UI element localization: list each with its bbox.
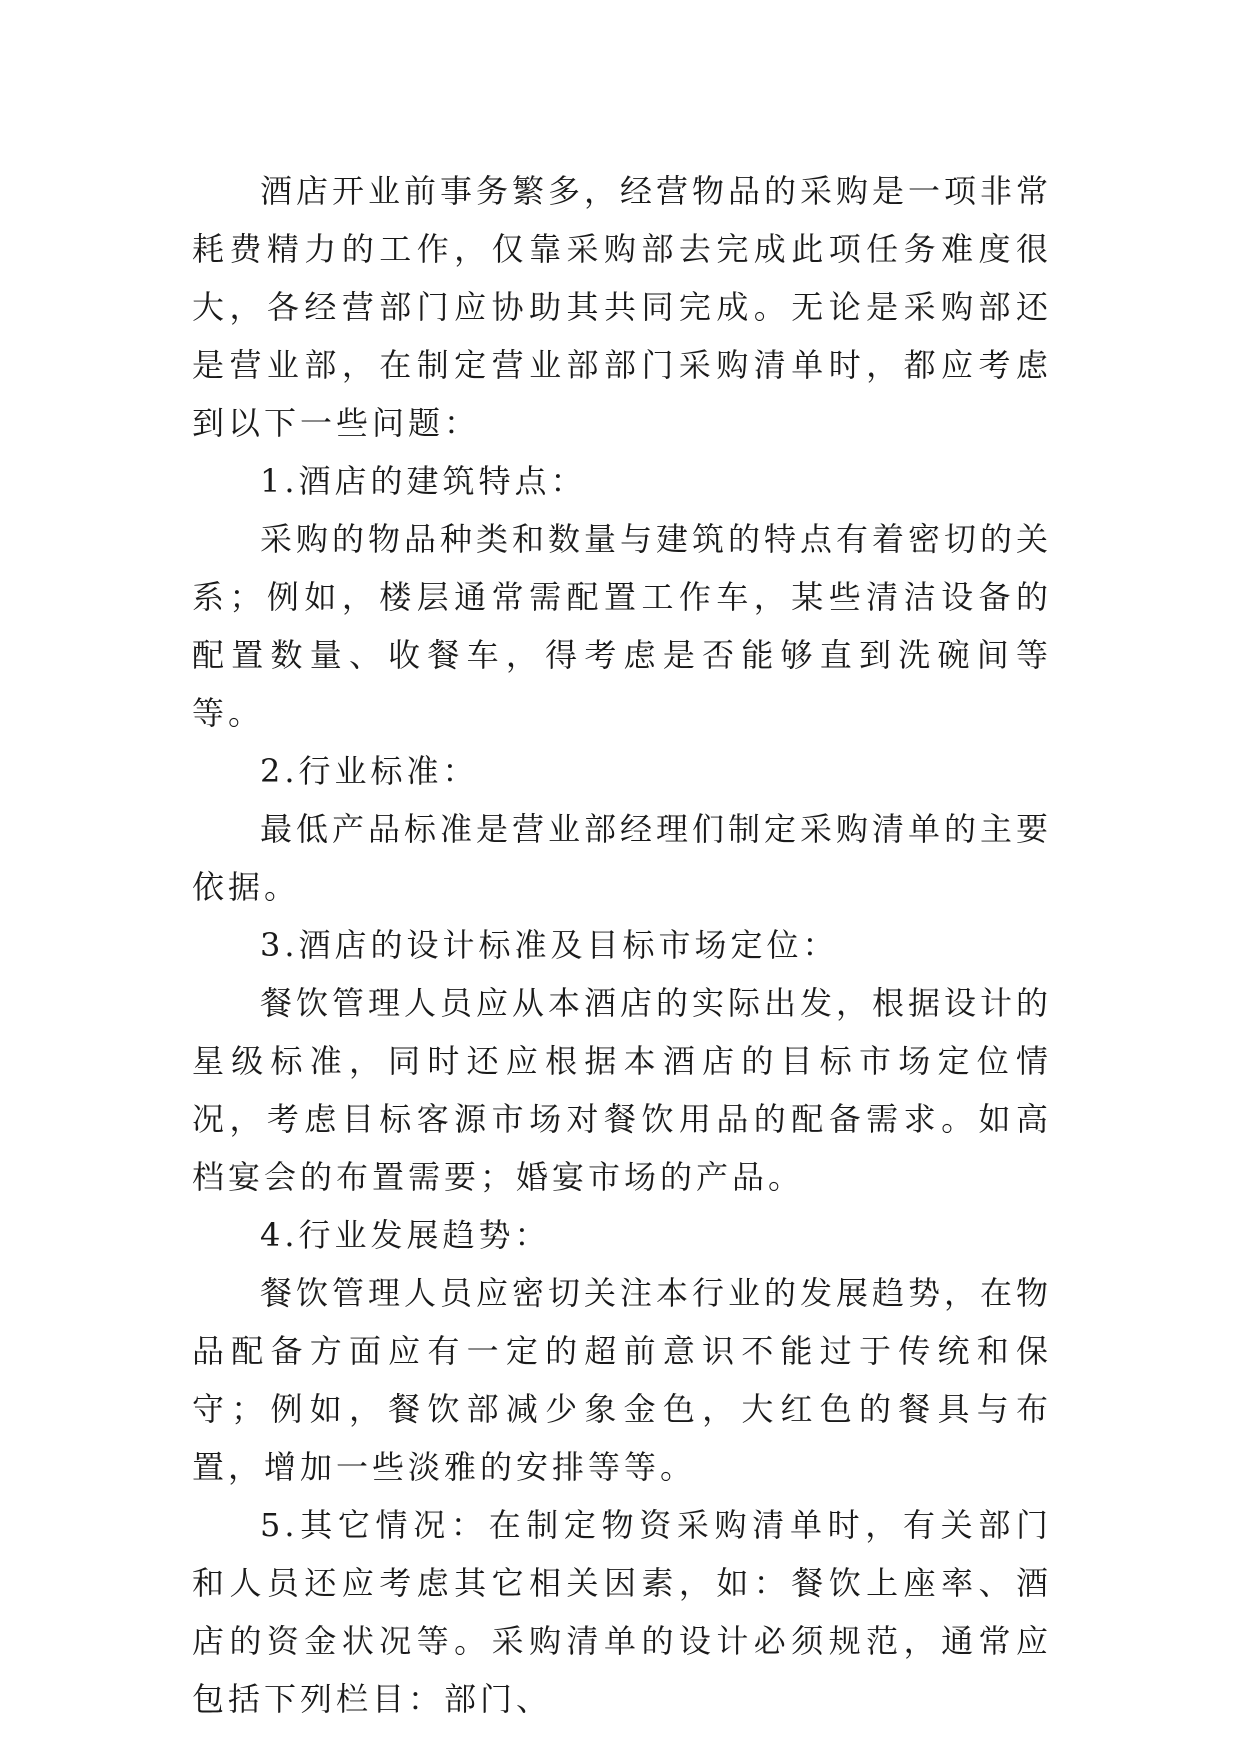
section-body-trend: 餐饮管理人员应密切关注本行业的发展趋势，在物品配备方面应有一定的超前意识不能过于传统和保守；例如，餐饮部减少象金色，大红色的餐具与布置，增加一些淡雅的安排等等。 — [192, 1274, 1053, 1486]
section-heading-design: 3.酒店的设计标准及目标市场定位： — [260, 926, 839, 964]
section-heading-trend: 4.行业发展趋势： — [260, 1216, 551, 1254]
document-body — [192, 162, 1052, 1728]
section-body-design: 餐饮管理人员应从本酒店的实际出发，根据设计的星级标准，同时还应根据本酒店的目标市场定位情况，考虑目标客源市场对餐饮用品的配备需求。如高档宴会的布置需要；婚宴市场的产品。 — [192, 984, 1053, 1196]
section-heading-building: 1.酒店的建筑特点： — [260, 462, 587, 500]
section-heading-standard: 2.行业标准： — [260, 752, 479, 790]
closing-paragraph: 5.其它情况：在制定物资采购清单时，有关部门和人员还应考虑其它相关因素，如：餐饮上座率、酒店的资金状况等。采购清单的设计必须规范，通常应包括下列栏目：部门、 — [192, 1506, 1052, 1718]
intro-paragraph: 酒店开业前事务繁多，经营物品的采购是一项非常耗费精力的工作，仅靠采购部去完成此项任务难度很大，各经营部门应协助其共同完成。无论是采购部还是营业部，在制定营业部部门采购清单时，都应考虑到以下一些问题： — [192, 172, 1053, 442]
section-body-building: 采购的物品种类和数量与建筑的特点有着密切的关系；例如，楼层通常需配置工作车，某些清洁设备的配置数量、收餐车，得考虑是否能够直到洗碗间等等。 — [192, 520, 1053, 732]
section-body-standard: 最低产品标准是营业部经理们制定采购清单的主要依据。 — [192, 810, 1053, 906]
